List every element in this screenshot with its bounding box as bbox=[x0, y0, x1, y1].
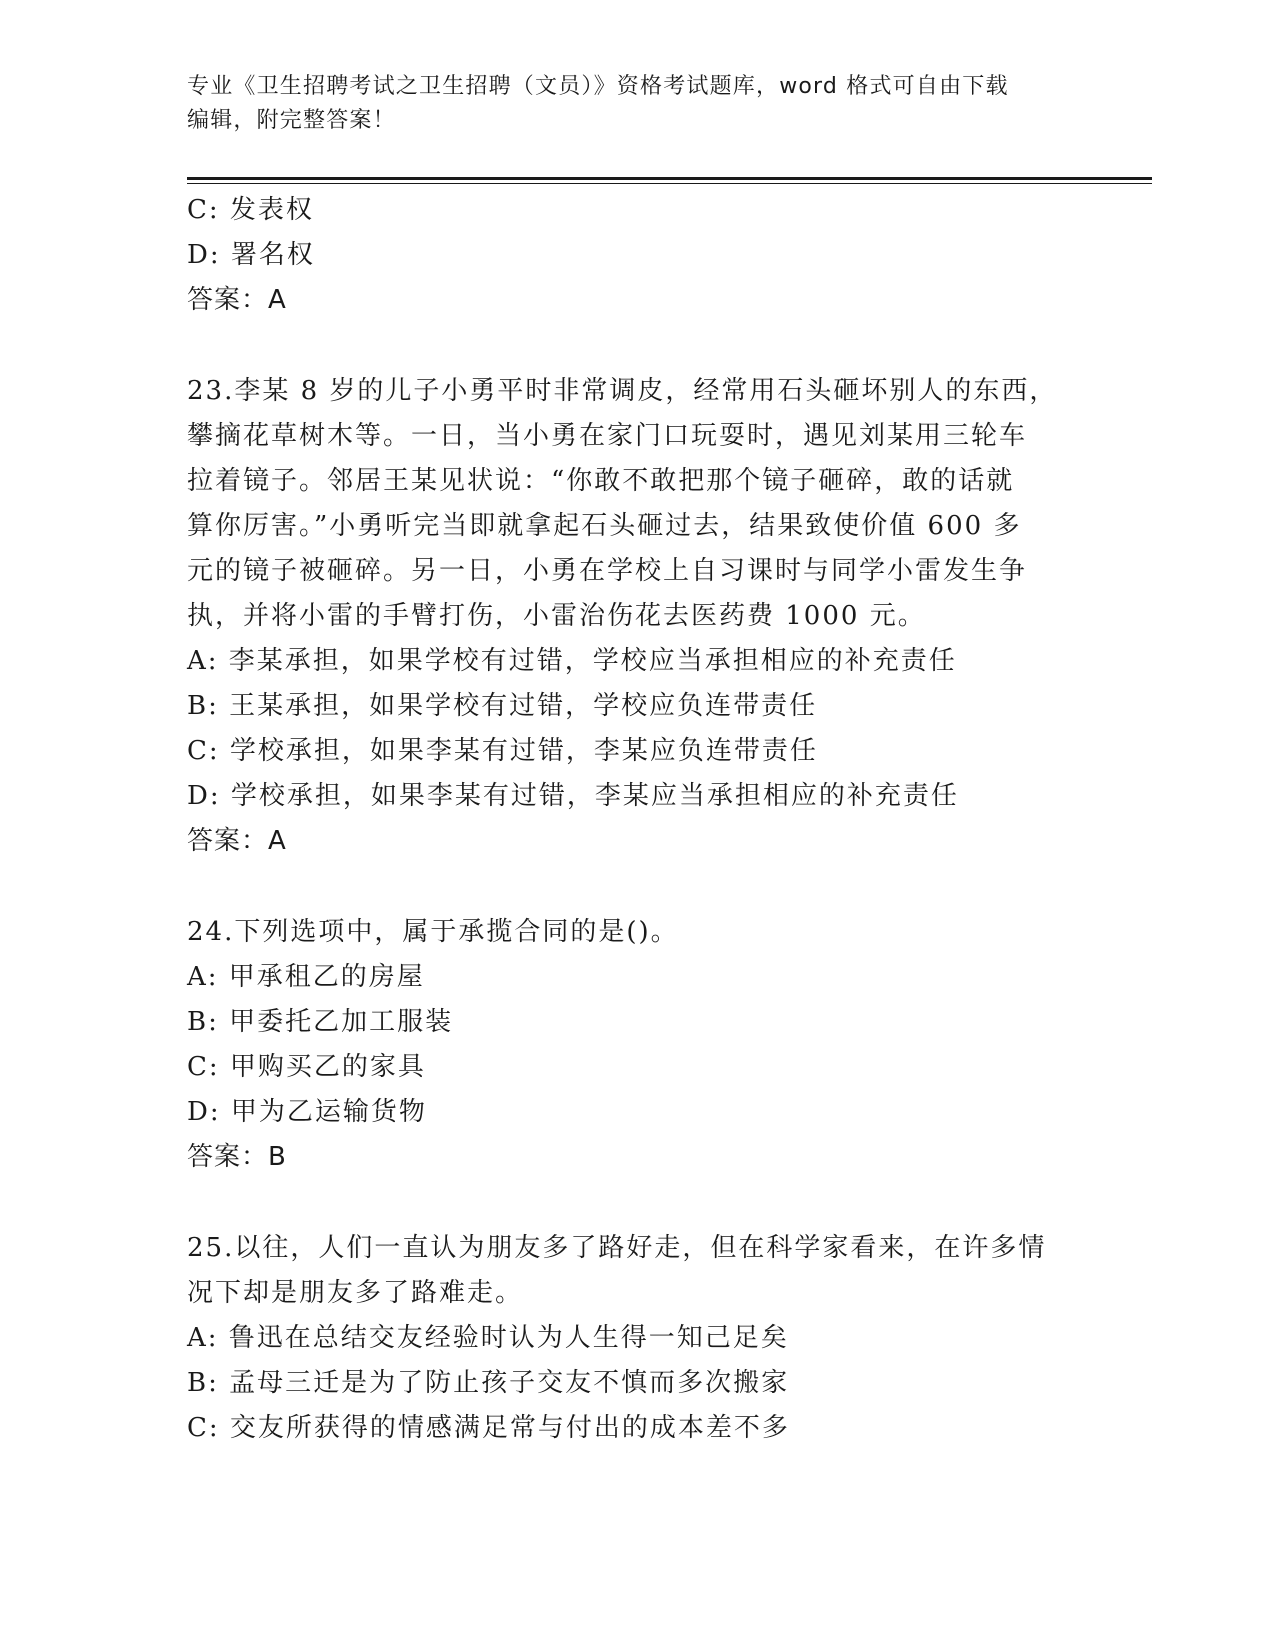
option-a: A: 李某承担，如果学校有过错，学校应当承担相应的补充责任 bbox=[187, 646, 957, 676]
spacer bbox=[187, 864, 1087, 910]
question-text-line: 算你厉害。”小勇听完当即就拿起石头砸过去，结果致使价值 600 多 bbox=[187, 511, 1022, 541]
header-divider-thick bbox=[187, 177, 1152, 180]
header-divider-thin bbox=[187, 183, 1152, 184]
spacer bbox=[187, 1180, 1087, 1226]
question-24 bbox=[187, 910, 1087, 1180]
option-b: B: 孟母三迁是为了防止孩子交友不慎而多次搬家 bbox=[187, 1368, 790, 1398]
question-content bbox=[187, 188, 1087, 1451]
option-a: A: 鲁迅在总结交友经验时认为人生得一知己足矣 bbox=[187, 1323, 789, 1353]
document-header bbox=[187, 70, 1087, 138]
prev-question-tail bbox=[187, 188, 1087, 323]
question-25 bbox=[187, 1226, 1087, 1451]
question-23 bbox=[187, 369, 1087, 864]
question-text-line: 拉着镜子。邻居王某见状说：“你敢不敢把那个镜子砸碎，敢的话就 bbox=[187, 466, 1015, 496]
question-text-line: 元的镜子被砸碎。另一日，小勇在学校上自习课时与同学小雷发生争 bbox=[187, 556, 1028, 586]
question-text-line: 执，并将小雷的手臂打伤，小雷治伤花去医药费 1000 元。 bbox=[187, 601, 926, 631]
option-b: B: 王某承担，如果学校有过错，学校应负连带责任 bbox=[187, 691, 818, 721]
answer-line: 答案：A bbox=[187, 826, 287, 856]
option-d: D: 学校承担，如果李某有过错，李某应当承担相应的补充责任 bbox=[187, 781, 959, 811]
option-a: A: 甲承租乙的房屋 bbox=[187, 962, 425, 992]
option-c: C: 交友所获得的情感满足常与付出的成本差不多 bbox=[187, 1413, 790, 1443]
option-c: C: 学校承担，如果李某有过错，李某应负连带责任 bbox=[187, 736, 818, 766]
header-line-2: 编辑，附完整答案！ bbox=[187, 108, 396, 133]
question-text-line: 23.李某 8 岁的儿子小勇平时非常调皮，经常用石头砸坏别人的东西， bbox=[187, 376, 1058, 406]
option-c: C: 甲购买乙的家具 bbox=[187, 1052, 426, 1082]
option-c: C: 发表权 bbox=[187, 195, 314, 225]
header-line-1: 专业《卫生招聘考试之卫生招聘（文员）》资格考试题库，word 格式可自由下载 bbox=[187, 74, 1009, 99]
question-text-line: 攀摘花草树木等。一日，当小勇在家门口玩耍时，遇见刘某用三轮车 bbox=[187, 421, 1028, 451]
answer-line: 答案：B bbox=[187, 1142, 287, 1172]
option-d: D: 署名权 bbox=[187, 240, 315, 270]
question-text-line: 24.下列选项中，属于承揽合同的是()。 bbox=[187, 917, 679, 947]
question-text-line: 25.以往，人们一直认为朋友多了路好走，但在科学家看来，在许多情 bbox=[187, 1233, 1047, 1263]
option-b: B: 甲委托乙加工服装 bbox=[187, 1007, 454, 1037]
option-d: D: 甲为乙运输货物 bbox=[187, 1097, 427, 1127]
spacer bbox=[187, 323, 1087, 369]
question-text-line: 况下却是朋友多了路难走。 bbox=[187, 1278, 524, 1308]
answer-line: 答案：A bbox=[187, 285, 287, 315]
